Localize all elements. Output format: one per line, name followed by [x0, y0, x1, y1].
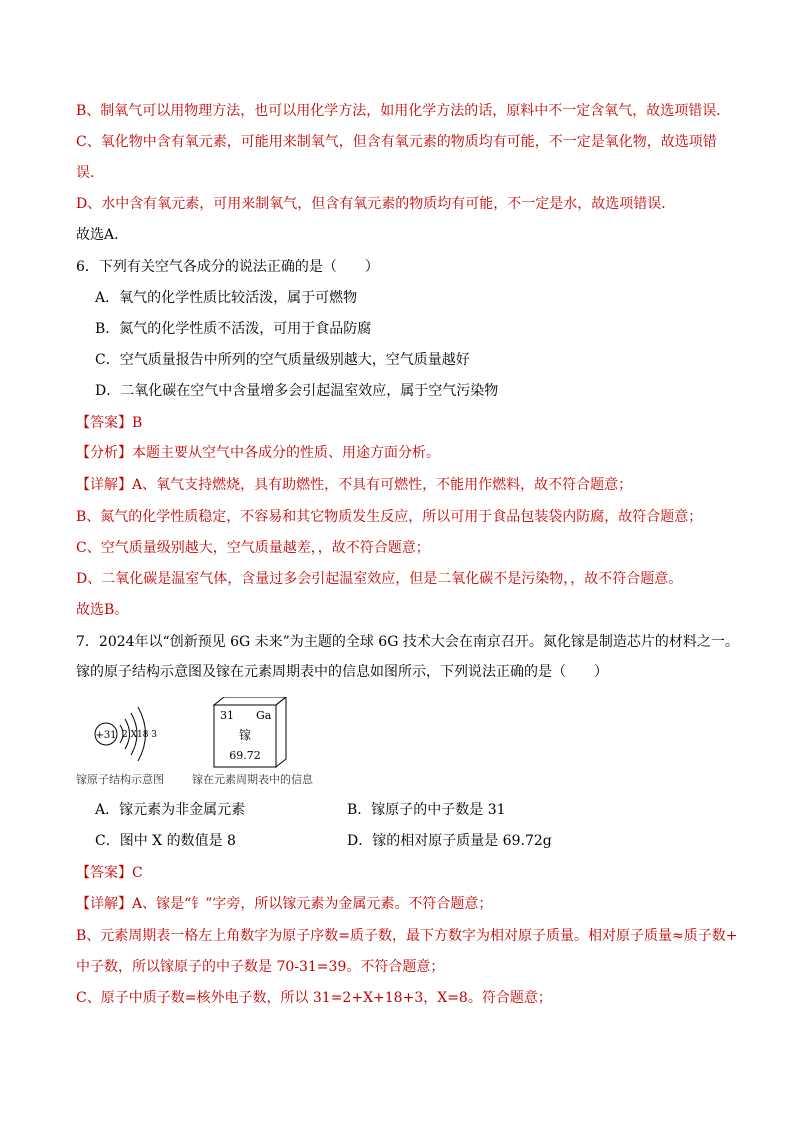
- detail-6-d: D、二氧化碳是温室气体，含量过多会引起温室效应，但是二氧化碳不是污染物，，故不符合题意。: [76, 571, 683, 587]
- caption-table: 镓在元素周期表中的信息: [192, 773, 313, 786]
- shell-electrons: 2 X18 3: [122, 730, 158, 740]
- option-a: A．氧气的化学性质比较活泼，属于可燃物: [95, 290, 358, 306]
- detail-6-b: B、氮气的化学性质稳定，不容易和其它物质发生反应，所以可用于食品包装袋内防腐，故符合题意；: [76, 509, 703, 525]
- select-6: 故选B。: [76, 602, 129, 618]
- analysis-6: 【分析】本题主要从空气中各成分的性质、用途方面分析。: [76, 445, 440, 461]
- detail-7-c: C、原子中质子数=核外电子数，所以 31=2+X+18+3，X=8。符合题意；: [76, 990, 552, 1006]
- atomic-number: 31: [220, 709, 234, 722]
- caption-atom: 镓原子结构示意图: [76, 773, 164, 786]
- question-7-cont: 镓的原子结构示意图及镓在元素周期表中的信息如图所示，下列说法正确的是（ ）: [76, 664, 608, 680]
- atom-structure-diagram: [95, 707, 157, 761]
- q7-option-a: A．镓元素为非金属元素: [95, 802, 246, 818]
- detail-6-c: C、空气质量级别越大，空气质量越差，，故不符合题意；: [76, 540, 430, 556]
- detail-7-b: B、元素周期表一格左上角数字为原子序数=质子数，最下方数字为相对原子质量。相对原子质量≈质子数+: [76, 928, 738, 944]
- detail-7-b-cont: 中子数，所以镓原子的中子数是 70-31=39。不符合题意；: [76, 959, 445, 975]
- element-name: 镓: [238, 728, 252, 742]
- answer-7: 【答案】C: [76, 865, 143, 881]
- question-6: 6．下列有关空气各成分的说法正确的是（ ）: [76, 259, 379, 275]
- text-line: 误．: [76, 165, 104, 181]
- element-symbol: Ga: [256, 709, 272, 722]
- q7-option-b: B．镓原子的中子数是 31: [347, 802, 506, 818]
- detail-7: 【详解】A、镓是“钅”字旁，所以镓元素为金属元素。不符合题意；: [76, 896, 493, 912]
- text-line: D、水中含有氧元素，可用来制氧气，但含有氧元素的物质均有可能，不一定是水，故选项错误．: [76, 196, 676, 212]
- nucleus-label: +31: [95, 730, 117, 741]
- gallium-figure: [76, 697, 376, 792]
- text-line: C、氧化物中含有氧元素，可能用来制氧气，但含有氧元素的物质均有可能，不一定是氧化物，故选项错: [76, 134, 717, 150]
- question-7: 7．2024年以“创新预见 6G 未来”为主题的全球 6G 技术大会在南京召开。氮化镓是制造芯片的材料之一。: [76, 634, 739, 650]
- option-b: B．氮气的化学性质不活泼，可用于食品防腐: [95, 321, 372, 337]
- text-line: B、制氧气可以用物理方法，也可以用化学方法，如用化学方法的话，原料中不一定含氧气，故选项错误．: [76, 103, 731, 119]
- answer-6: 【答案】B: [76, 415, 143, 431]
- periodic-table-cell: [214, 697, 286, 767]
- option-d: D．二氧化碳在空气中含量增多会引起温室效应，属于空气污染物: [95, 383, 499, 399]
- text-line: 故选A．: [76, 227, 129, 243]
- q7-option-c: C．图中 X 的数值是 8: [95, 833, 236, 849]
- q7-option-d: D．镓的相对原子质量是 69.72g: [347, 833, 552, 849]
- detail-6: 【详解】A、氧气支持燃烧，具有助燃性，不具有可燃性，不能用作燃料，故不符合题意；: [76, 477, 633, 493]
- option-c: C．空气质量报告中所列的空气质量级别越大，空气质量越好: [95, 352, 470, 368]
- atomic-mass: 69.72: [229, 749, 261, 762]
